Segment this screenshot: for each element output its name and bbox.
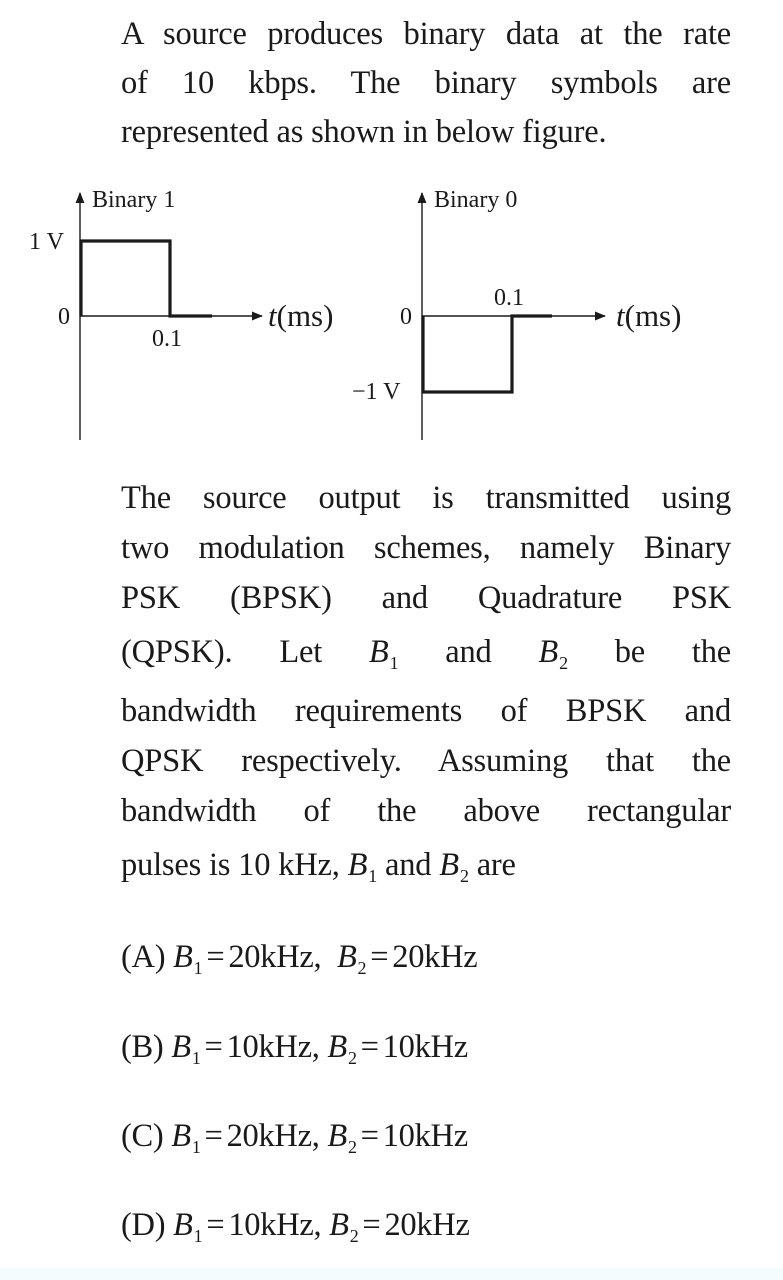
option-c-b1-value: 20kHz <box>226 1118 312 1154</box>
option-a-separator: , <box>313 939 322 975</box>
intro-line-3: represented as shown in below figure. <box>121 114 607 150</box>
option-b-b2-equals: = <box>360 1029 379 1065</box>
option-a-b2-symbol: B <box>336 939 357 975</box>
option-d-separator: , <box>313 1207 322 1243</box>
option-b-b2-subscript: 2 <box>347 1048 357 1068</box>
binary-0-x-tick-label: 0.1 <box>494 285 524 311</box>
binary-1-y-high-label: 1 V <box>29 229 64 255</box>
option-a-b1-equals: = <box>206 939 225 975</box>
var-b2 <box>538 636 567 695</box>
binary-0-title: Binary 0 <box>434 187 518 213</box>
option-d-b1-symbol: B <box>173 1207 193 1243</box>
option-b-b1-symbol: B <box>171 1029 191 1065</box>
option-c-b1-subscript: 1 <box>191 1137 201 1157</box>
option-c-b2-equals: = <box>360 1118 379 1154</box>
option-d-b2-equals: = <box>362 1207 381 1243</box>
var-b1 <box>369 636 398 695</box>
binary-1-x-tick-label: 0.1 <box>152 326 182 352</box>
var-b2-subscript: 2 <box>459 866 469 886</box>
option-d-b2-symbol: B <box>329 1207 349 1243</box>
option-c-label: (C) <box>121 1118 164 1154</box>
option-a-b2-subscript: 2 <box>357 958 367 978</box>
body-line-8 <box>121 849 731 899</box>
bottom-edge-band <box>0 1268 783 1280</box>
question-intro <box>121 18 731 165</box>
option-d-b2-value: 20kHz <box>384 1207 470 1243</box>
option-b-label: (B) <box>121 1029 164 1065</box>
option-d-b2-subscript: 2 <box>349 1226 359 1246</box>
option-b-b2-value: 10kHz <box>382 1029 468 1065</box>
option-c-b2-symbol: B <box>327 1118 347 1154</box>
body-line-5: bandwidth requirements of BPSK and <box>121 693 731 729</box>
body-line-8-are: are <box>476 847 516 883</box>
waveform-figure <box>0 180 783 450</box>
option-c-b2-subscript: 2 <box>347 1137 357 1157</box>
binary-1-plot <box>80 193 262 440</box>
binary-0-y-zero-label: 0 <box>400 304 412 330</box>
binary-0-y-low-label: −1 V <box>352 379 401 405</box>
var-b1-subscript: 1 <box>368 866 378 886</box>
option-c[interactable] <box>121 1118 468 1155</box>
binary-1-x-axis-unit: (ms) <box>276 298 334 333</box>
body-line-4-be: be <box>614 634 646 670</box>
binary-1-title: Binary 1 <box>92 187 176 213</box>
option-b-b1-equals: = <box>204 1029 223 1065</box>
option-a-b1-subscript: 1 <box>193 958 203 978</box>
var-b2-symbol: B <box>538 634 559 670</box>
body-line-4-and: and <box>445 634 492 670</box>
binary-0-pulse <box>423 316 552 392</box>
body-line-6: QPSK respectively. Assuming that the <box>121 743 731 779</box>
var-b2 <box>439 847 469 886</box>
option-a-b2-value: 20kHz <box>392 939 478 975</box>
binary-0-x-axis-unit: (ms) <box>624 298 682 333</box>
var-b1-subscript: 1 <box>389 653 399 673</box>
body-line-4 <box>121 636 731 695</box>
body-line-4-qpsk: (QPSK). <box>121 634 233 670</box>
option-a[interactable] <box>121 939 477 976</box>
var-b1-symbol: B <box>347 847 368 883</box>
body-line-8-text: pulses is 10 kHz, <box>121 847 340 883</box>
body-line-4-let: Let <box>279 634 323 670</box>
intro-line-1: A source produces binary data at the rate <box>121 16 731 52</box>
option-c-b1-symbol: B <box>171 1118 191 1154</box>
binary-1-x-axis-var: t <box>268 298 277 333</box>
option-b-separator: , <box>311 1029 320 1065</box>
binary-0-x-axis-label <box>616 300 681 331</box>
body-line-7: bandwidth of the above rectangular <box>121 793 731 829</box>
option-d-label: (D) <box>121 1207 166 1243</box>
option-a-b1-value: 20kHz <box>228 939 314 975</box>
option-b-b2-symbol: B <box>327 1029 347 1065</box>
option-a-b2-equals: = <box>370 939 389 975</box>
var-b1 <box>347 847 378 886</box>
var-b2-subscript: 2 <box>559 653 568 673</box>
var-b2-symbol: B <box>439 847 459 883</box>
question-body <box>121 482 731 899</box>
intro-line-2: of 10 kbps. The binary symbols are <box>121 65 731 101</box>
option-a-label: (A) <box>121 939 166 975</box>
body-line-3: PSK (BPSK) and Quadrature PSK <box>121 580 731 616</box>
body-line-1: The source output is transmitted using <box>121 480 731 516</box>
binary-1-y-zero-label: 0 <box>58 304 70 330</box>
body-line-4-the: the <box>691 634 731 670</box>
body-line-2: two modulation schemes, namely Binary <box>121 530 731 566</box>
option-c-b1-equals: = <box>204 1118 223 1154</box>
option-a-b1-symbol: B <box>173 939 193 975</box>
option-b[interactable] <box>121 1029 468 1066</box>
body-line-8-and: and <box>385 847 432 883</box>
option-b-b1-subscript: 1 <box>191 1048 201 1068</box>
option-d-b1-subscript: 1 <box>193 1226 203 1246</box>
option-b-b1-value: 10kHz <box>226 1029 312 1065</box>
option-d-b1-equals: = <box>206 1207 225 1243</box>
option-c-separator: , <box>311 1118 320 1154</box>
option-c-b2-value: 10kHz <box>382 1118 468 1154</box>
binary-0-plot <box>422 193 605 440</box>
binary-0-x-axis-var: t <box>616 298 625 333</box>
binary-1-x-axis-label <box>268 300 333 331</box>
binary-1-pulse <box>81 241 212 316</box>
option-d-b1-value: 10kHz <box>228 1207 314 1243</box>
option-d[interactable] <box>121 1207 470 1244</box>
var-b1-symbol: B <box>368 634 389 670</box>
